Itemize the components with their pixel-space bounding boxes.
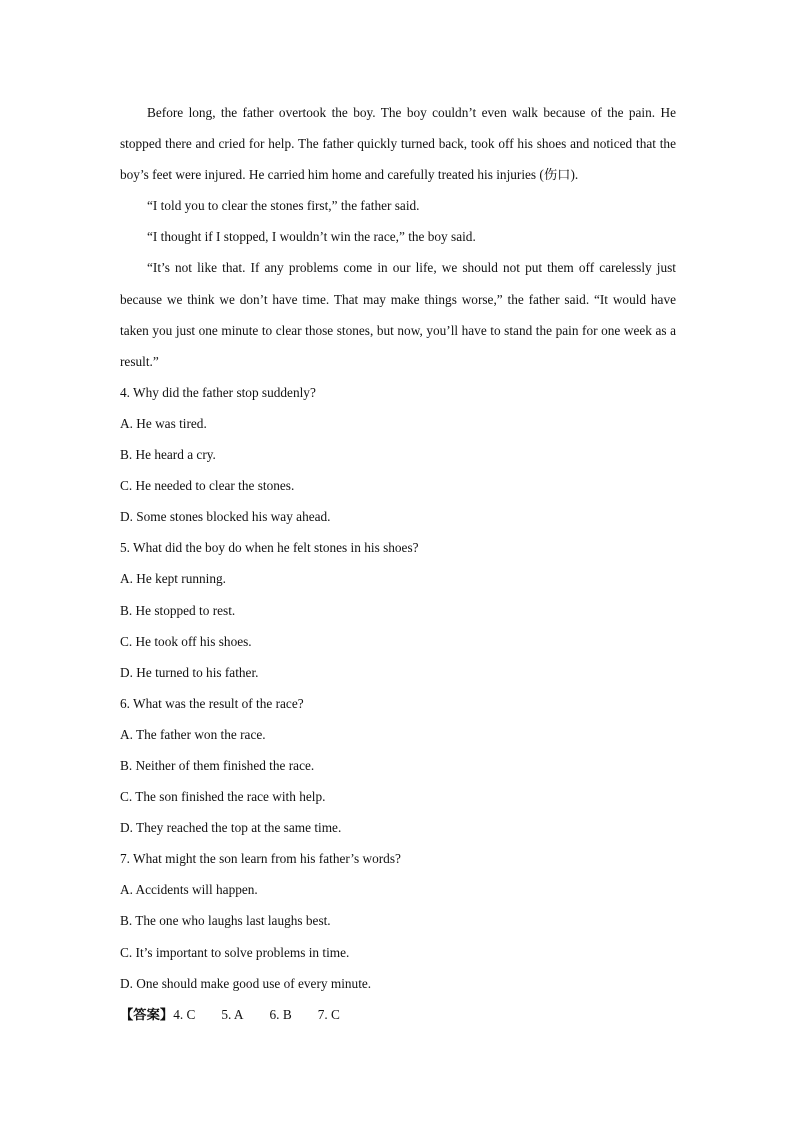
question-stem: 6. What was the result of the race? — [120, 695, 304, 711]
question-option: D. He turned to his father. — [120, 664, 259, 680]
question-option: A. He was tired. — [120, 415, 207, 431]
question-stem: 7. What might the son learn from his father’s words? — [120, 851, 401, 867]
question-option: C. The son finished the race with help. — [120, 789, 326, 805]
question-option: D. Some stones blocked his way ahead. — [120, 509, 331, 525]
passage-paragraph: “It’s not like that. If any problems come in our life, we should not put them off carelessly just because we think we don’t have time. That may make things worse,” the father said. “It would have taken you just one minute to clear those stones, but now, you’ll have to stand the pain for one week as a result.” — [120, 260, 676, 369]
question-6 — [120, 688, 676, 843]
question-stem: 4. Why did the father stop suddenly? — [120, 384, 316, 400]
question-option: B. He heard a cry. — [120, 447, 216, 463]
question-4 — [120, 377, 676, 532]
passage-paragraph: “I thought if I stopped, I wouldn’t win the race,” the boy said. — [147, 229, 476, 245]
question-option: A. He kept running. — [120, 571, 226, 587]
passage-paragraph: Before long, the father overtook the boy. The boy couldn’t even walk because of the pain. He stopped there and cried for help. The father quickly turned back, took off his shoes and noticed that the boy’s feet were injured. He carried him home and carefully treated his injuries (伤口). — [120, 105, 676, 183]
question-option: C. He needed to clear the stones. — [120, 478, 295, 494]
question-7 — [120, 843, 676, 998]
question-option: C. He took off his shoes. — [120, 633, 252, 649]
question-option: C. It’s important to solve problems in time. — [120, 944, 350, 960]
answer-label: 【答案】 — [120, 1006, 174, 1022]
question-option: D. One should make good use of every minute. — [120, 975, 372, 991]
page-content — [120, 97, 676, 1030]
question-option: D. They reached the top at the same time. — [120, 820, 342, 836]
question-option: B. Neither of them finished the race. — [120, 757, 315, 773]
question-stem: 5. What did the boy do when he felt stones in his shoes? — [120, 540, 419, 556]
passage-paragraph: “I told you to clear the stones first,” the father said. — [147, 198, 420, 214]
answer-item: 6. B — [269, 1006, 292, 1022]
answer-line — [120, 999, 676, 1030]
question-5 — [120, 532, 676, 687]
question-option: A. Accidents will happen. — [120, 882, 258, 898]
question-option: B. The one who laughs last laughs best. — [120, 913, 331, 929]
answer-item: 7. C — [317, 1006, 340, 1022]
question-option: A. The father won the race. — [120, 726, 266, 742]
answer-item: 5. A — [221, 1006, 244, 1022]
answer-item: 4. C — [173, 1006, 196, 1022]
question-option: B. He stopped to rest. — [120, 602, 236, 618]
